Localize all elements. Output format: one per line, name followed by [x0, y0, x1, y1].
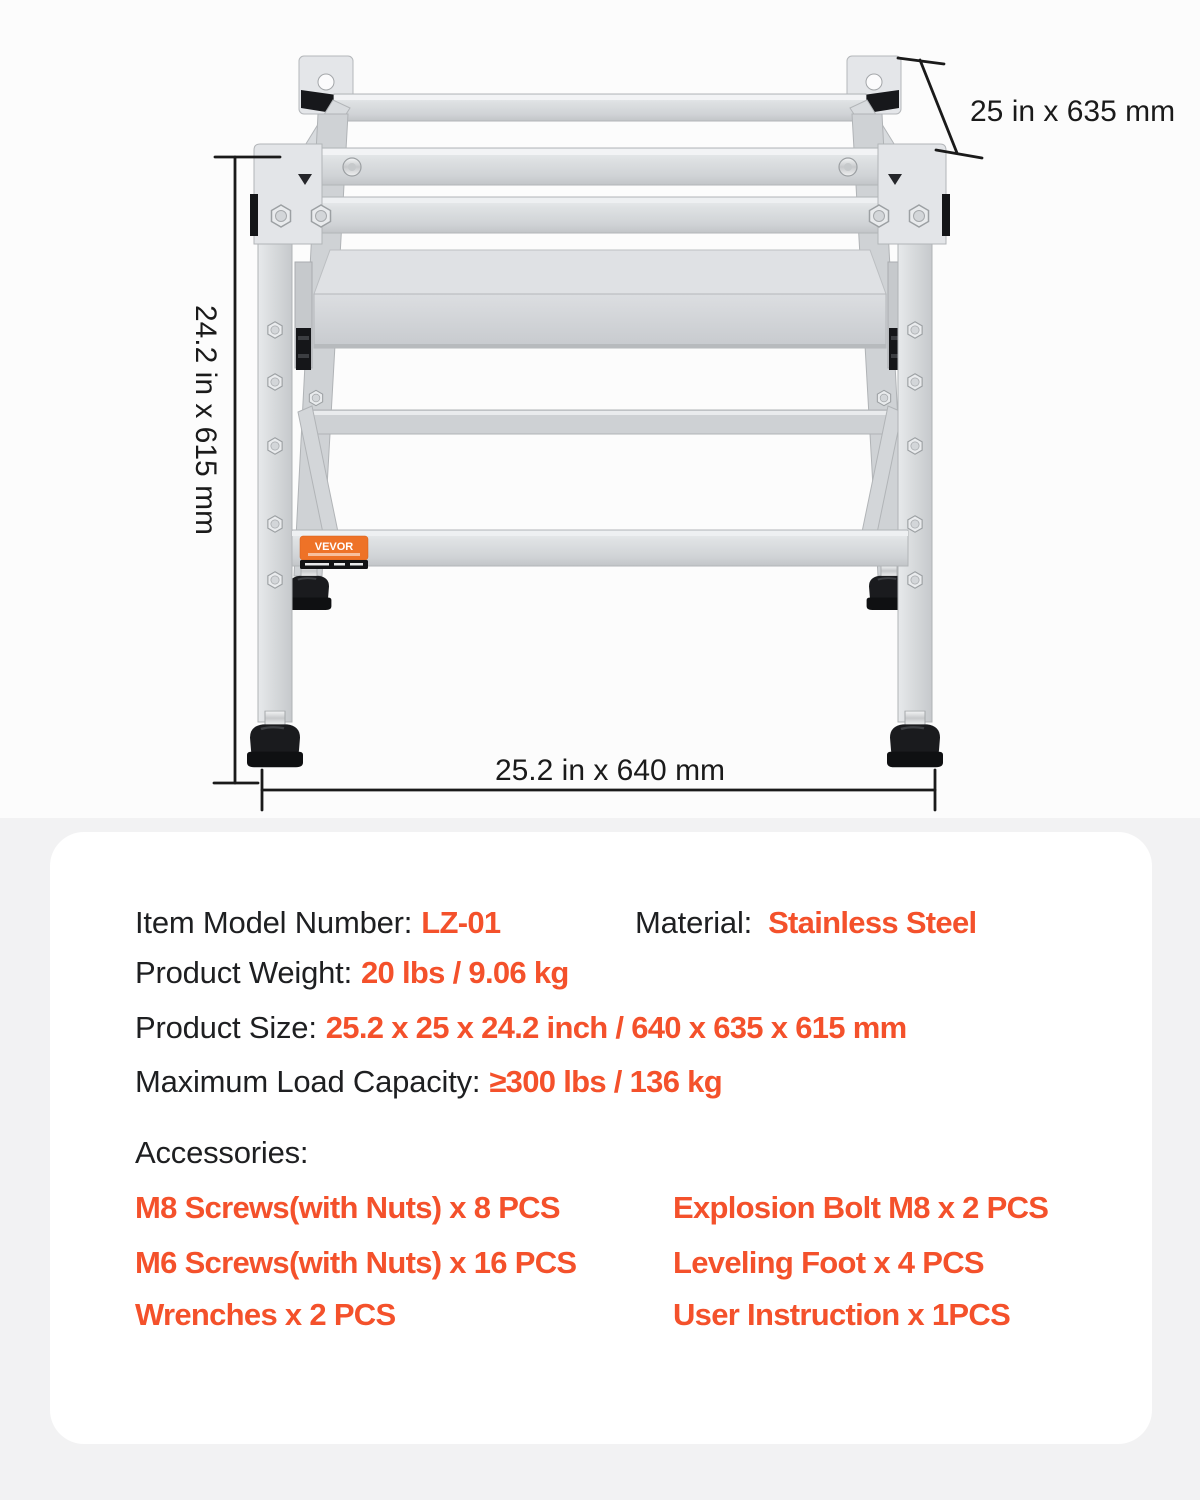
leveling-foot-front-right: [887, 711, 943, 767]
corner-plate-left: [254, 144, 322, 244]
accessory-item: Leveling Foot x 4 PCS: [673, 1245, 984, 1280]
tray-front: [314, 294, 886, 348]
front-frame: [247, 144, 950, 767]
leveling-foot-front-left: [247, 711, 303, 767]
side-clip-left: [250, 194, 258, 236]
sliding-tray: [295, 250, 905, 370]
spec-row-weight: [135, 957, 569, 988]
accessory-item: M8 Screws(with Nuts) x 8 PCS: [135, 1190, 560, 1225]
leveling-foot-back-left: [287, 565, 332, 610]
spec-value: LZ-01: [421, 905, 501, 940]
accessory-item: Wrenches x 2 PCS: [135, 1297, 396, 1332]
spec-row-model: [135, 907, 500, 938]
brand-label: [300, 536, 368, 569]
slide-clamp-left: [296, 328, 311, 370]
bracket-hole-left: [318, 74, 334, 90]
tray-top: [314, 250, 886, 294]
accessories-title: Accessories:: [135, 1135, 309, 1170]
brand-label-text: VEVOR: [314, 541, 354, 553]
bracket-hole-right: [866, 74, 882, 90]
spec-row-capacity: [135, 1066, 722, 1097]
dimension-depth-label: 25 in x 635 mm: [970, 95, 1176, 128]
spec-label: Maximum Load Capacity:: [135, 1064, 481, 1099]
corner-plate-right: [878, 144, 946, 244]
dimension-height-label: 24.2 in x 615 mm: [189, 304, 222, 536]
spec-label: Material:: [635, 905, 753, 940]
accessory-item: User Instruction x 1PCS: [673, 1297, 1011, 1332]
dimension-width-label: 25.2 in x 640 mm: [494, 754, 726, 787]
spec-value: 20 lbs / 9.06 kg: [360, 955, 569, 990]
side-clip-right: [942, 194, 950, 236]
spec-value: ≥300 lbs / 136 kg: [489, 1064, 722, 1099]
spec-row-size: [135, 1012, 906, 1043]
accessory-item: M6 Screws(with Nuts) x 16 PCS: [135, 1245, 577, 1280]
spec-value: Stainless Steel: [768, 905, 977, 940]
spec-label: Product Size:: [135, 1010, 317, 1045]
spec-value: 25.2 x 25 x 24.2 inch / 640 x 635 x 615 mm: [325, 1010, 907, 1045]
spec-row-material: [635, 907, 976, 938]
spec-panel: [50, 832, 1152, 1444]
spec-label: Product Weight:: [135, 955, 352, 990]
accessory-item: Explosion Bolt M8 x 2 PCS: [673, 1190, 1049, 1225]
spec-label: Item Model Number:: [135, 905, 413, 940]
